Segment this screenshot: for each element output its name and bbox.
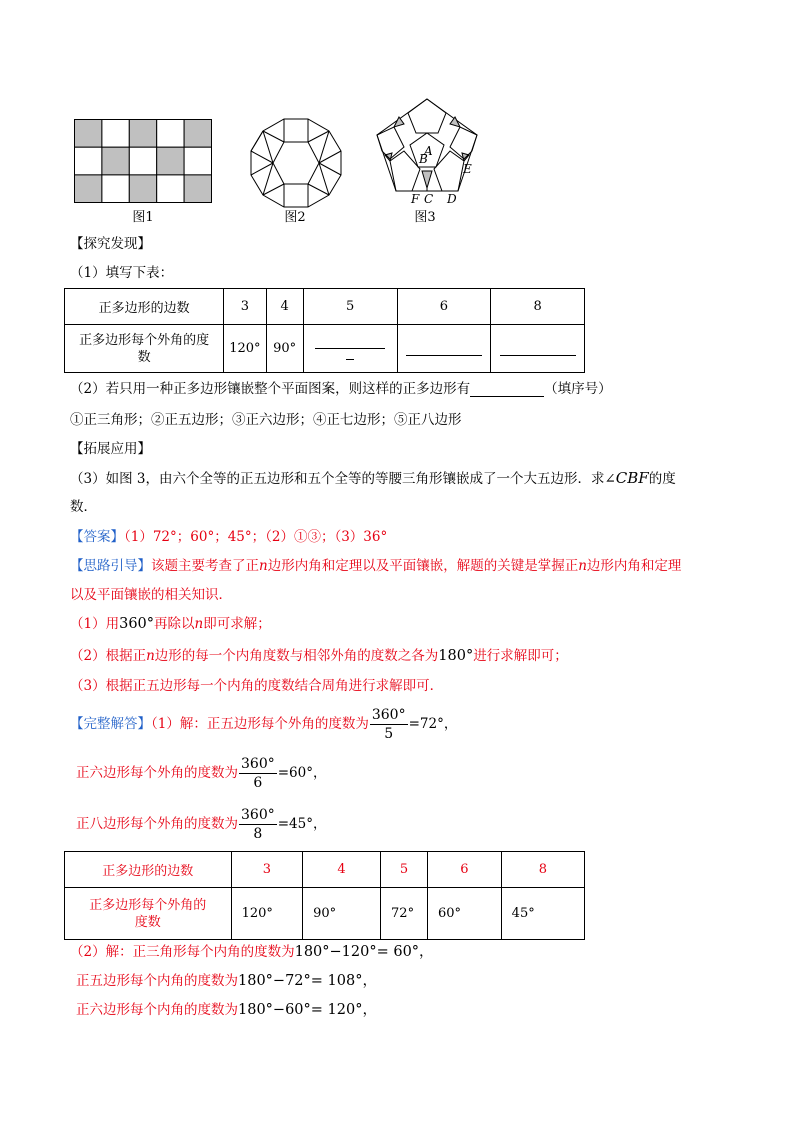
figure-3-pentagon-tiling bbox=[374, 97, 480, 209]
answer-text: （1）72°；60°；45°；（2）①③；（3）36° bbox=[124, 529, 388, 545]
fraction-360-5: $\frac{360^\circ}{5}$ bbox=[371, 707, 406, 742]
figure-2-caption: 图2 bbox=[284, 210, 306, 225]
figure-1-checkerboard bbox=[74, 119, 212, 203]
fig3-label-c: C bbox=[424, 192, 434, 206]
solution-table-angle: 72° bbox=[381, 888, 428, 940]
guide-step2: （2）根据正n边形的每一个内角度数与相邻外角的度数之各为180°进行求解即可； bbox=[70, 648, 568, 664]
table-blank-8[interactable] bbox=[491, 325, 585, 373]
question-1-table bbox=[64, 288, 585, 373]
solution-line1: 【完整解答】（1）解：正五边形每个外角的度数为 $\frac{360^\circ}{5}$ =72°， bbox=[70, 707, 458, 742]
solution-tag: 【完整解答】 bbox=[70, 716, 151, 732]
question-2: （2）若只用一种正多边形镶嵌整个平面图案，则这样的正多边形有 （填序号） bbox=[70, 381, 612, 397]
extend-heading: 【拓展应用】 bbox=[70, 441, 151, 457]
guide-line1: 【思路引导】该题主要考查了正n边形内角和定理以及平面镶嵌，解题的关键是掌握正n边形内角和定理 bbox=[70, 558, 682, 574]
question-3-line1: （3）如图 3，由六个全等的正五边形和五个全等的等腰三角形镶嵌成了一个大五边形．求∠CBF的度 bbox=[70, 469, 676, 487]
guide-step1: （1）用360°再除以n即可求解； bbox=[70, 616, 271, 632]
figure-1-caption: 图1 bbox=[132, 210, 154, 225]
solution-table-angle: 45° bbox=[501, 888, 584, 940]
solution-table-side: 3 bbox=[231, 852, 303, 888]
table-cell-side: 5 bbox=[303, 289, 397, 325]
fraction-360-6: $\frac{360^\circ}{6}$ bbox=[241, 756, 275, 791]
question-3-line2: 数． bbox=[70, 499, 97, 515]
solution-part2-line1: （2）解：正三角形每个内角的度数为180°−120°= 60°， bbox=[70, 944, 434, 960]
table-blank-5[interactable] bbox=[303, 325, 397, 373]
table-cell-angle: 120° bbox=[224, 325, 266, 373]
table-cell-side: 4 bbox=[266, 289, 303, 325]
figure-2-dodecagon-tiling bbox=[248, 118, 344, 208]
figure-3-caption: 图3 bbox=[414, 210, 436, 225]
guide-tag: 【思路引导】 bbox=[70, 558, 151, 574]
solution-table bbox=[64, 851, 585, 940]
table-row1-label: 正多边形的边数 bbox=[65, 289, 224, 325]
fig3-label-e: E bbox=[463, 162, 472, 176]
table-cell-side: 6 bbox=[397, 289, 491, 325]
fig3-label-a: A bbox=[424, 144, 433, 158]
solution-line3: 正八边形每个外角的度数为 $\frac{360^\circ}{8}$ =45°， bbox=[76, 807, 327, 842]
fig3-label-f: F bbox=[411, 192, 420, 206]
solution-table-side: 8 bbox=[501, 852, 584, 888]
table-cell-side: 3 bbox=[224, 289, 266, 325]
solution-table-side: 4 bbox=[303, 852, 381, 888]
solution-table-side: 6 bbox=[428, 852, 502, 888]
solution-table-row2-label: 正多边形每个外角的 度数 bbox=[65, 888, 232, 940]
explore-heading: 【探究发现】 bbox=[70, 236, 151, 252]
guide-line2: 以及平面镶嵌的相关知识． bbox=[70, 587, 232, 603]
solution-part2-line2: 正五边形每个内角的度数为180°−72°= 108°， bbox=[76, 973, 377, 989]
solution-line2: 正六边形每个外角的度数为 $\frac{360^\circ}{6}$ =60°， bbox=[76, 756, 327, 791]
table-cell-angle: 90° bbox=[266, 325, 303, 373]
table-blank-6[interactable] bbox=[397, 325, 491, 373]
solution-table-angle: 90° bbox=[303, 888, 381, 940]
answer-line bbox=[70, 527, 387, 547]
fraction-360-8: $\frac{360^\circ}{8}$ bbox=[241, 807, 275, 842]
table-cell-side: 8 bbox=[491, 289, 585, 325]
solution-table-angle: 120° bbox=[231, 888, 303, 940]
fig3-label-d: D bbox=[447, 192, 457, 206]
solution-table-side: 5 bbox=[381, 852, 428, 888]
question-2-options: ①正三角形；②正五边形；③正六边形；④正七边形；⑤正八边形 bbox=[70, 412, 462, 428]
question-1: （1）填写下表： bbox=[70, 265, 174, 281]
fig3-label-b: B bbox=[419, 152, 428, 166]
answer-tag: 【答案】 bbox=[70, 529, 124, 545]
solution-table-angle: 60° bbox=[428, 888, 502, 940]
question-2-blank[interactable] bbox=[470, 382, 544, 397]
table-row2-label: 正多边形每个外角的度 数 bbox=[65, 325, 224, 373]
guide-step3: （3）根据正五边形每一个内角的度数结合周角进行求解即可． bbox=[70, 678, 444, 694]
solution-part2-line3: 正六边形每个内角的度数为180°−60°= 120°， bbox=[76, 1002, 377, 1018]
solution-table-row1-label: 正多边形的边数 bbox=[65, 852, 232, 888]
